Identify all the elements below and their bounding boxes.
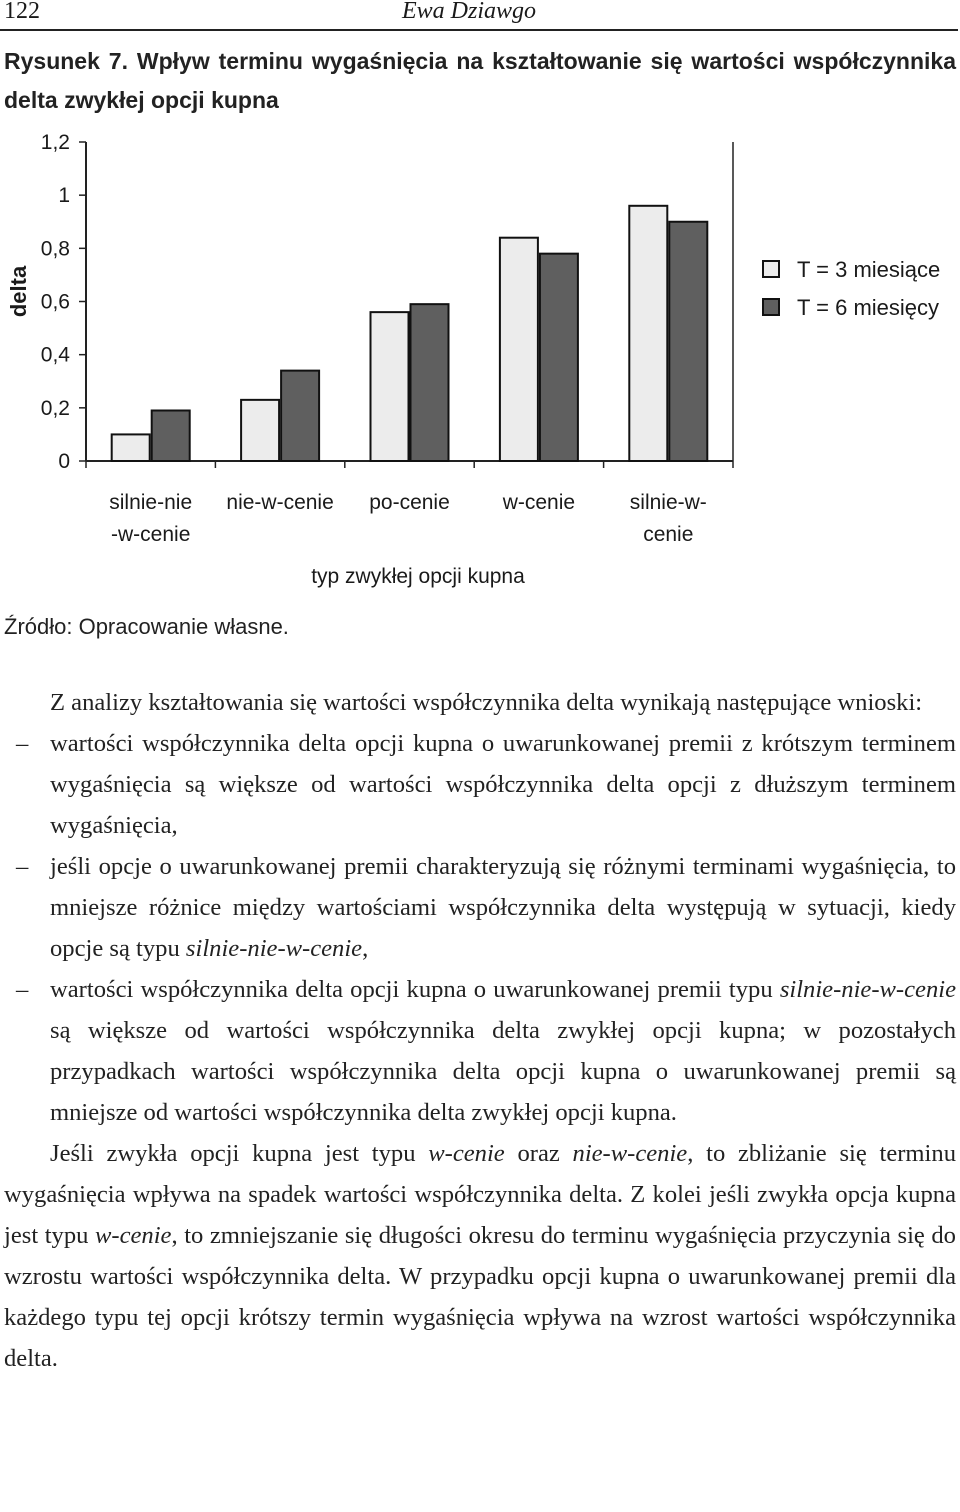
legend-swatch-t6 [763,299,779,315]
y-axis-title: delta [6,265,31,318]
dash-marker: – [16,976,29,1003]
bar-t3-3 [500,238,538,461]
y-tick-label: 0,6 [40,290,70,314]
chart-labels [6,131,707,588]
option-type-term: w-cenie [95,1222,172,1249]
list-item [4,969,956,1133]
option-type-term: silnie-nie-w-cenie [779,976,956,1003]
x-axis-title: typ zwykłej opcji kupna [311,565,525,588]
list-item-text: są większe od wartości współczynnika delta zwykłej opcji kupna; w pozostałych przypadkach wartości współczynnika delta opcji kupna o uwarunkowanej premii są mniejsze od wartości współczynnika delta zwykłej opcji kupna. [50,1017,956,1126]
bar-t6-3 [540,254,578,461]
y-tick-label: 0,8 [40,237,70,261]
bar-t6-1 [281,371,319,461]
bar-t3-0 [112,434,150,461]
dash-marker: – [16,853,29,880]
running-author: Ewa Dziawgo [402,0,537,24]
x-category-label: cenie [643,523,694,546]
y-tick-label: 1 [58,184,70,208]
list-item-text: jeśli opcje o uwarunkowanej premii charakteryzują się różnymi terminami wygaśnięcia, to mniejsze różnice między wartościami współczynnika delta występują w sytuacji, kiedy opcje są typu [50,853,956,962]
y-tick-label: 1,2 [40,131,70,154]
x-category-label: po-cenie [369,491,450,514]
x-category-label: nie-w-cenie [226,491,334,514]
list-item [4,846,956,969]
x-category-label: silnie-w- [629,491,707,514]
figure-title: Rysunek 7. Wpływ terminu wygaśnięcia na kształtowanie się wartości współczynnika delta zwykłej opcji kupna [4,48,956,113]
paragraph-text: Jeśli zwykła opcji kupna jest typu [50,1140,429,1167]
bar-t6-4 [669,222,707,461]
y-tick-label: 0 [58,450,70,473]
paragraph-text: oraz [504,1140,573,1167]
conclusions-list [4,723,956,1133]
paragraph-conclusion [4,1133,956,1379]
x-category-label: w-cenie [502,491,576,514]
legend-label: T = 3 miesiące [797,257,941,282]
header-rule [0,29,958,31]
page-number: 122 [4,0,40,24]
x-category-label: silnie-nie [109,491,193,514]
bar-t6-0 [152,410,190,461]
x-category-label: -w-cenie [111,523,191,546]
bar-t3-4 [629,206,667,461]
bar-t3-2 [371,312,409,461]
list-item [4,723,956,846]
bar-t6-2 [411,304,449,461]
page-header [0,0,960,30]
paragraph-intro: Z analizy kształtowania się wartości współczynnika delta wynikają następujące wnioski: [50,689,923,716]
y-tick-label: 0,4 [40,343,70,367]
paragraph-text: , to zmniejszanie się długości okresu do terminu wygaśnięcia przyczynia się do wzrostu wartości współczynnika delta. W przypadku opcji kupna o uwarunkowanej premii dla każdego typu tej opcji krótszy termin wygaśnięcia wpływa na wzrost wartości współczynnika delta. [4,1222,956,1372]
list-item-text: , [362,935,369,962]
list-item-text: wartości współczynnika delta opcji kupna o uwarunkowanej premii typu [50,976,780,1003]
legend-label: T = 6 miesięcy [797,295,940,320]
figure-source: Źródło: Opracowanie własne. [4,614,289,639]
option-type-term: nie-w-cenie [572,1140,688,1167]
chart-bars [112,206,708,461]
chart-legend [763,257,940,320]
option-type-term: silnie-nie-w-cenie [185,935,363,962]
list-item-text: wartości współczynnika delta opcji kupna o uwarunkowanej premii z krótszym terminem wygaśnięcia są większe od wartości współczynnika delta opcji z dłuższym terminem wygaśnięcia, [50,730,956,839]
legend-swatch-t3 [763,261,779,277]
paragraph-text: , to zbliżanie się terminu wygaśnięcia wpływa na spadek wartości współczynnika delta. Z kolei jeśli zwykła opcja kupna jest typu [4,1140,956,1249]
bar-chart [0,130,960,610]
bar-t3-1 [241,400,279,461]
body-text [4,682,956,1379]
option-type-term: w-cenie [428,1140,505,1167]
dash-marker: – [16,730,29,757]
y-tick-label: 0,2 [40,396,70,420]
